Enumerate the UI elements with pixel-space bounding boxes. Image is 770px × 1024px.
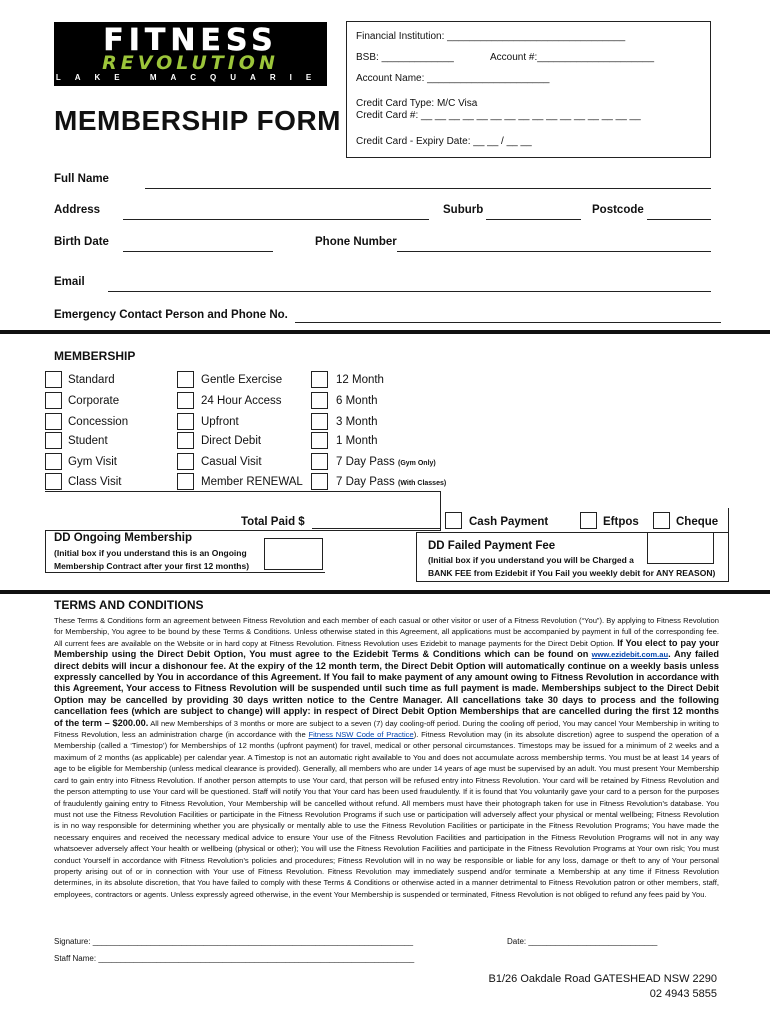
upfront-checkbox[interactable] xyxy=(177,413,194,430)
student-checkbox[interactable] xyxy=(45,432,62,449)
bsb-field[interactable]: BSB: _____________ xyxy=(356,52,454,63)
dd-failed-initial-box[interactable] xyxy=(647,532,714,564)
suburb-label: Suburb xyxy=(443,204,484,216)
12-month-checkbox[interactable] xyxy=(311,371,328,388)
1-month-label: 1 Month xyxy=(336,435,378,447)
24-hour-access-checkbox[interactable] xyxy=(177,392,194,409)
dd-failed-right-border xyxy=(728,508,729,582)
full-name-field[interactable] xyxy=(145,188,711,189)
emergency-contact-label: Emergency Contact Person and Phone No. xyxy=(54,309,288,321)
email-field[interactable] xyxy=(108,291,711,292)
casual-visit-label: Casual Visit xyxy=(201,456,262,468)
member-renewal-label: Member RENEWAL xyxy=(201,476,303,488)
concession-checkbox[interactable] xyxy=(45,413,62,430)
birth-date-field[interactable] xyxy=(123,251,273,252)
club-address: B1/26 Oakdale Road GATESHEAD NSW 2290 xyxy=(488,973,717,985)
direct-debit-label: Direct Debit xyxy=(201,435,262,447)
page-title: MEMBERSHIP FORM xyxy=(54,105,341,136)
logo-line-3: LAKE MACQUARIE xyxy=(55,73,326,82)
terms-direct-debit-text-2: . Any failed direct debits will incur a dishonour fee. At the expiry of the 12 month term, the Direct Debit Option will automatically continue on a weekly basis unless expressly cancelled by You in accordance of this Agreement. If You fail to make payment of any amount owing to Fitness Revolution in accordance with this Agreement, Your access to Fitness Revolution will be suspended until such time as full payment is made. Memberships subject to the Direct Debit Option may be cancelled by providing 30 days written notice to the Centre Manager. All cancellations take 30 days to process and the following cancellation fees (which are subject to change) will apply: in respect of Direct Debit Option Memberships that are cancelled during the first 12 months of the term – $200.00. xyxy=(54,649,719,728)
6-month-checkbox[interactable] xyxy=(311,392,328,409)
suburb-field[interactable] xyxy=(486,219,581,220)
total-paid-label: Total Paid $ xyxy=(241,516,305,528)
options-divider-vertical xyxy=(440,491,441,531)
dd-failed-bottom-border xyxy=(416,581,728,582)
casual-visit-checkbox[interactable] xyxy=(177,453,194,470)
emergency-contact-field[interactable] xyxy=(295,322,721,323)
membership-heading: MEMBERSHIP xyxy=(54,349,136,363)
member-renewal-checkbox[interactable] xyxy=(177,473,194,490)
ezidebit-link[interactable]: www.ezidebit.com.au xyxy=(591,650,669,660)
24-hour-access-label: 24 Hour Access xyxy=(201,395,282,407)
3-month-checkbox[interactable] xyxy=(311,413,328,430)
7-day-pass-classes-checkbox[interactable] xyxy=(311,473,328,490)
terms-heading: TERMS AND CONDITIONS xyxy=(54,598,204,612)
7-day-pass-gym-label: 7 Day Pass (Gym Only) xyxy=(336,456,436,468)
account-name-field[interactable]: Account Name: ______________________ xyxy=(356,73,550,84)
options-divider xyxy=(45,491,440,492)
dd-ongoing-note-2: Membership Contract after your first 12 months) xyxy=(54,561,250,571)
terms-body xyxy=(54,615,719,900)
dd-failed-left-border xyxy=(416,532,417,582)
fitness-nsw-code-link[interactable]: Fitness NSW Code of Practice xyxy=(308,730,414,740)
dd-ongoing-left-border xyxy=(45,530,46,572)
logo-line-2: REVOLUTION xyxy=(102,52,279,74)
address-label: Address xyxy=(54,204,101,216)
direct-debit-checkbox[interactable] xyxy=(177,432,194,449)
cheque-checkbox[interactable] xyxy=(653,512,670,529)
3-month-label: 3 Month xyxy=(336,416,378,428)
standard-checkbox[interactable] xyxy=(45,371,62,388)
class-visit-label: Class Visit xyxy=(68,476,122,488)
dd-ongoing-title: DD Ongoing Membership xyxy=(54,532,192,544)
terms-paragraph-2a: All new Memberships of 3 months or more are subject to a seven (7) day cooling-off period. During the cooling off period, You may cancel Your Membership in writing to Fitness Revolution, less an administration charge (in accordance with the xyxy=(54,718,719,740)
concession-label: Concession xyxy=(68,416,129,428)
gentle-exercise-checkbox[interactable] xyxy=(177,371,194,388)
phone-number-field[interactable] xyxy=(397,251,711,252)
dd-ongoing-note-1: (Initial box if you understand this is an Ongoing xyxy=(54,548,247,558)
7-day-pass-gym-checkbox[interactable] xyxy=(311,453,328,470)
fitness-revolution-logo xyxy=(54,22,327,86)
email-label: Email xyxy=(54,276,85,288)
upfront-label: Upfront xyxy=(201,416,239,428)
dd-failed-title: DD Failed Payment Fee xyxy=(428,540,556,552)
terms-paragraph-1: These Terms & Conditions form an agreement between Fitness Revolution and each member of each casual or other visitor or user of a Fitness Revolution (“You”). By applying to Fitness Revolution for Membership, You agree to be bound by these Terms & Conditions. Unless otherwise stated in this Agreement, all applications must be accompanied by payment in full of the corresponding fee. All current fees are available on the Website or in hard copy at Fitness Revolution. Fitness Revolution uses Ezidebit to manage payments for the Direct Debit Option. xyxy=(54,616,719,648)
student-label: Student xyxy=(68,435,108,447)
gym-visit-checkbox[interactable] xyxy=(45,453,62,470)
section-divider xyxy=(0,330,770,334)
logo-line-1: FITNESS xyxy=(103,23,278,58)
club-phone: 02 4943 5855 xyxy=(649,988,717,1000)
12-month-label: 12 Month xyxy=(336,374,384,386)
dd-failed-note-2: BANK FEE from Ezidebit if You Fail you weekly debit for ANY REASON) xyxy=(428,568,716,578)
credit-card-type-field[interactable]: Credit Card Type: M/C Visa xyxy=(356,98,478,109)
credit-card-expiry-field[interactable]: Credit Card - Expiry Date: __ __ / __ __ xyxy=(356,136,532,147)
gym-visit-label: Gym Visit xyxy=(68,456,117,468)
cash-payment-label: Cash Payment xyxy=(469,516,549,528)
address-field[interactable] xyxy=(123,219,429,220)
corporate-checkbox[interactable] xyxy=(45,392,62,409)
6-month-label: 6 Month xyxy=(336,395,378,407)
postcode-field[interactable] xyxy=(647,219,711,220)
payment-details-box xyxy=(346,21,711,158)
dd-ongoing-initial-box[interactable] xyxy=(264,538,323,570)
staff-name-field[interactable]: Staff Name: _______________________________________________________________________ xyxy=(54,954,415,963)
date-field[interactable]: Date: _____________________________ xyxy=(507,937,658,946)
eftpos-label: Eftpos xyxy=(603,516,639,528)
7-day-pass-classes-label: 7 Day Pass (With Classes) xyxy=(336,476,447,488)
full-name-label: Full Name xyxy=(54,173,109,185)
signature-field[interactable]: Signature: ________________________________________________________________________ xyxy=(54,937,414,946)
total-paid-field[interactable] xyxy=(312,528,440,529)
terms-paragraph-2b: ). Fitness Revolution may (in its absolute discretion) agree to suspend the operation of a Membership (called a ‘Timestop’) for Memberships of 12 months (upfront payment) for travel, medical or other personal circumstances. Timestops may be issued for a minimum of 2 weeks and a maximum of 2 months (as applicable) per calendar year. A Timestop is not an automatic right available to You and does not accumulate across membership terms. You must be at least 14 years of age to be eligible for Membership (unless medical clearance is provided). Generally, all members who are under 14 years of age must be supervised by an adult. You must present Your Membership card to gain entry into Fitness Revolution. If another person attempts to use Your card, that person will be refused entry into Fitness Revolution. Your card will be retained by Fitness Revolution and the person attempting to use Your card will be questioned. Staff will notify You that Your card has been used fraudulently. If it is found that You voluntarily gave your card to a person for the purposes of fraudulently gaining entry to Fitness Revolution, Your Membership will be cancelled without refund. All members must have their photograph taken for use in Fitness Revolution’s database. You must not use the Fitness Revolution Facilities or participate in the Fitness Revolution Programs if such use or participation will adversely affect your physical or mental wellbeing; Fitness Revolution is in no way responsible for determining whether you are physically or mentally able to use the Fitness Revolution Facilities or participate in the Fitness Revolution Programs; You have made the necessary enquires and received the necessary medical advice to ensure Your use of the Fitness Revolution Facilities and participation in the Fitness Revolution Programs will not in any way whatsoever adversely affect Your health or wellbeing (physical or other); You will use the Fitness Revolution Facilities and participate in the Fitness Revolution Programs at Your own risk; You must conduct Yourself in accordance with Fitness Revolution’s policies and procedures; Fitness Revolution will in no way be responsible or liable for any loss, damage or theft to any of Your personal property arising out of or in connection with Your use of Fitness Revolution. Fitness Revolution may immediately suspend and/or terminate a Membership at any time if Fitness Revolution determines, in its absolute discretion, that You have failed to comply with these Terms & Conditions or otherwise acted in a manner detrimental to Fitness Revolution patron or other members, staff, employees, contractors or agents. Unless expressly agreed otherwise, in the event Your Membership is suspended or terminated, Fitness Revolution is not obliged to refund any fees paid by You. xyxy=(54,730,719,899)
credit-card-number-field[interactable]: Credit Card #: __ __ __ __ __ __ __ __ __ __ __ __ __ __ __ __ xyxy=(356,110,641,121)
terms-direct-debit-text: If You elect to pay your Membership using the Direct Debit Option, You must agree to the Ezidebit Terms & Conditions which can be found on xyxy=(54,637,719,660)
dd-ongoing-top-border xyxy=(45,530,440,531)
dd-failed-note-1: (Initial box if you understand you will be Charged a xyxy=(428,555,634,565)
standard-label: Standard xyxy=(68,374,115,386)
eftpos-checkbox[interactable] xyxy=(580,512,597,529)
birth-date-label: Birth Date xyxy=(54,236,109,248)
cash-payment-checkbox[interactable] xyxy=(445,512,462,529)
account-number-field[interactable]: Account #:_____________________ xyxy=(490,52,655,63)
class-visit-checkbox[interactable] xyxy=(45,473,62,490)
financial-institution-field[interactable]: Financial Institution: ________________________________ xyxy=(356,31,626,42)
dd-ongoing-bottom-border xyxy=(45,572,325,573)
terms-divider xyxy=(0,590,770,594)
1-month-checkbox[interactable] xyxy=(311,432,328,449)
postcode-label: Postcode xyxy=(592,204,644,216)
gentle-exercise-label: Gentle Exercise xyxy=(201,374,283,386)
phone-number-label: Phone Number xyxy=(315,236,397,248)
corporate-label: Corporate xyxy=(68,395,120,407)
cheque-label: Cheque xyxy=(676,516,719,528)
